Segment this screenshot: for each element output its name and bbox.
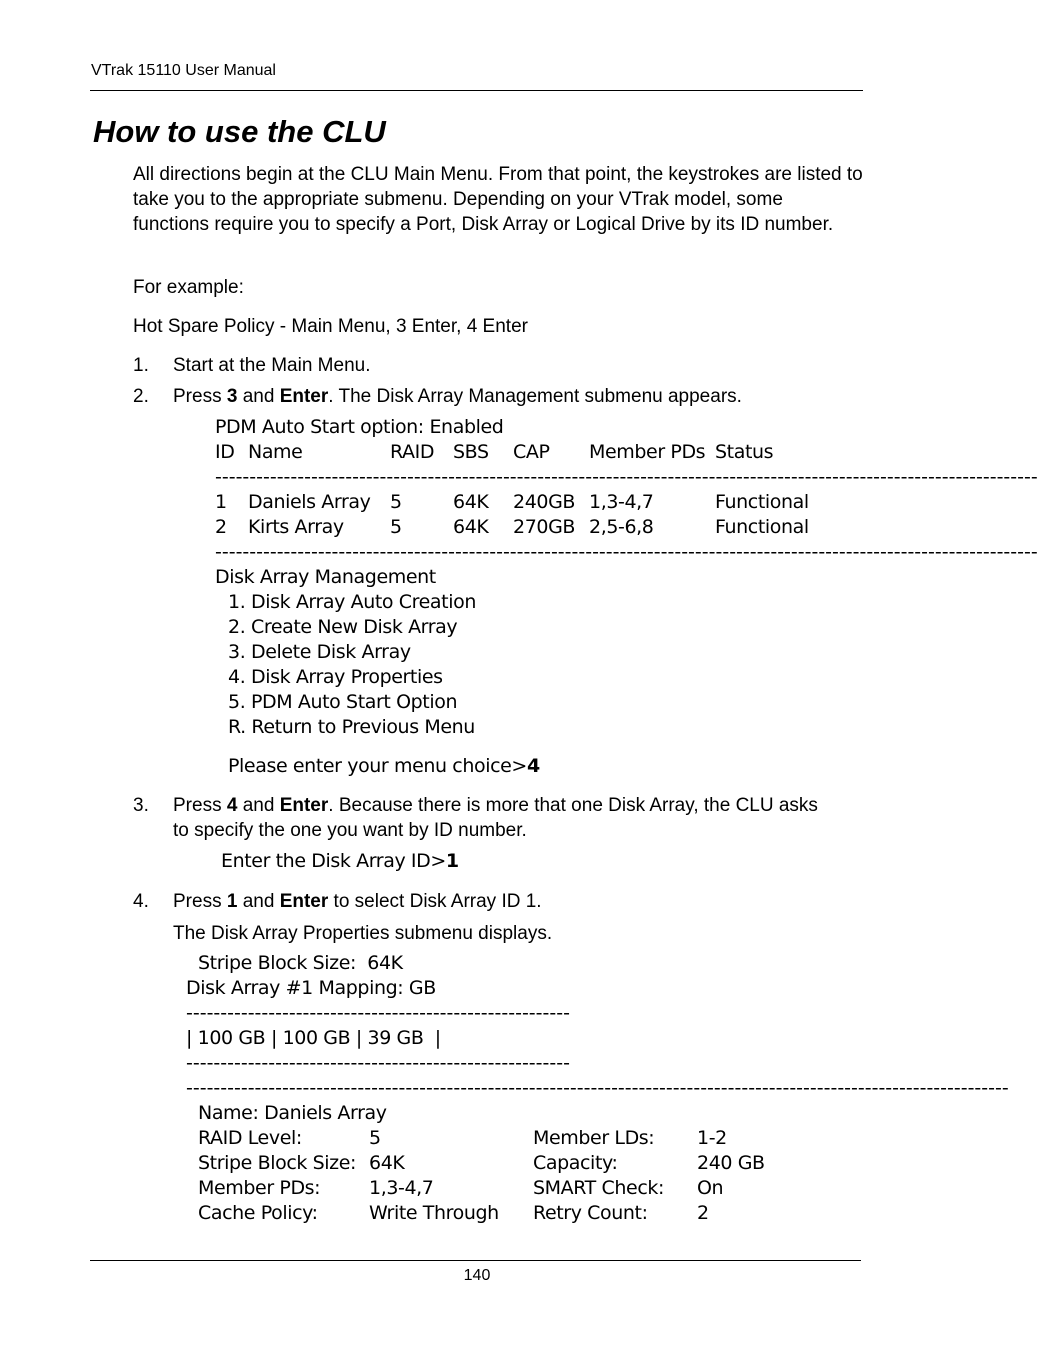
key-label: 1 xyxy=(226,891,238,912)
step-text: Press 3 and Enter. The Disk Array Management submenu appears. xyxy=(173,386,742,407)
key-label: 4 xyxy=(226,795,238,816)
key-label: Enter xyxy=(279,795,329,816)
prompt-entry: 1 xyxy=(445,850,459,872)
array-id-prompt: Enter the Disk Array ID>1 xyxy=(221,850,459,872)
menu-item: 5. PDM Auto Start Option xyxy=(228,691,458,713)
table-header-id: ID xyxy=(215,441,235,463)
menu-item: 2. Create New Disk Array xyxy=(228,616,458,638)
step-text: Press 4 and Enter. Because there is more that one Disk Array, the CLU asks xyxy=(173,795,818,816)
step-text: Press 1 and Enter to select Disk Array ID 1. xyxy=(173,891,542,912)
step-text: Start at the Main Menu. xyxy=(173,355,371,376)
running-header: VTrak 15110 User Manual xyxy=(91,62,276,79)
table-header-name: Name xyxy=(248,441,303,463)
header-rule xyxy=(90,90,863,91)
table-header-cap: CAP xyxy=(513,441,550,463)
table-header-member-pds: Member PDs xyxy=(589,441,706,463)
step-number: 1. xyxy=(133,355,149,376)
map-divider: -------------------------------------------------------- xyxy=(186,1052,570,1074)
table-divider: ------------------------------------------------------------------------------------------------------------------------ xyxy=(215,541,1038,563)
table-divider: ------------------------------------------------------------------------------------------------------------------------ xyxy=(215,466,1038,488)
stripe-block-line: Stripe Block Size: 64K xyxy=(198,952,403,974)
array-name-line: Name: Daniels Array xyxy=(198,1102,387,1124)
step-text-continued: The Disk Array Properties submenu displays. xyxy=(173,923,553,944)
step-number: 2. xyxy=(133,386,149,407)
table-header-status: Status xyxy=(715,441,774,463)
key-label: Enter xyxy=(279,891,329,912)
step-number: 4. xyxy=(133,891,149,912)
pdm-status-line: PDM Auto Start option: Enabled xyxy=(215,416,504,438)
prompt-entry: 4 xyxy=(526,755,540,777)
map-bar: | 100 GB | 100 GB | 39 GB | xyxy=(186,1027,441,1049)
for-example-label: For example: xyxy=(133,277,244,298)
menu-item: 1. Disk Array Auto Creation xyxy=(228,591,476,613)
intro-paragraph: All directions begin at the CLU Main Menu. From that point, the keystrokes are listed to take you to the appropriate submenu. Depending on your VTrak model, some functions require you to specify a Port, Disk Array or Logical Drive by its ID number. xyxy=(133,164,863,235)
table-header-sbs: SBS xyxy=(453,441,489,463)
menu-choice-prompt: Please enter your menu choice>4 xyxy=(228,755,540,777)
properties-divider: ------------------------------------------------------------------------------------------------------------------------ xyxy=(186,1077,1009,1099)
key-label: 3 xyxy=(226,386,238,407)
menu-item: 3. Delete Disk Array xyxy=(228,641,411,663)
step-number: 3. xyxy=(133,795,149,816)
footer-rule xyxy=(90,1260,861,1261)
page-number: 140 xyxy=(463,1267,491,1284)
map-divider: -------------------------------------------------------- xyxy=(186,1002,570,1024)
key-label: Enter xyxy=(279,386,329,407)
step-text-continued: to specify the one you want by ID number. xyxy=(173,820,527,841)
example-path: Hot Spare Policy - Main Menu, 3 Enter, 4 Enter xyxy=(133,316,528,337)
menu-item: R. Return to Previous Menu xyxy=(228,716,475,738)
menu-item: 4. Disk Array Properties xyxy=(228,666,443,688)
mapping-line: Disk Array #1 Mapping: GB xyxy=(186,977,436,999)
table-header-raid: RAID xyxy=(390,441,435,463)
menu-title: Disk Array Management xyxy=(215,566,436,588)
section-title: How to use the CLU xyxy=(93,114,386,149)
